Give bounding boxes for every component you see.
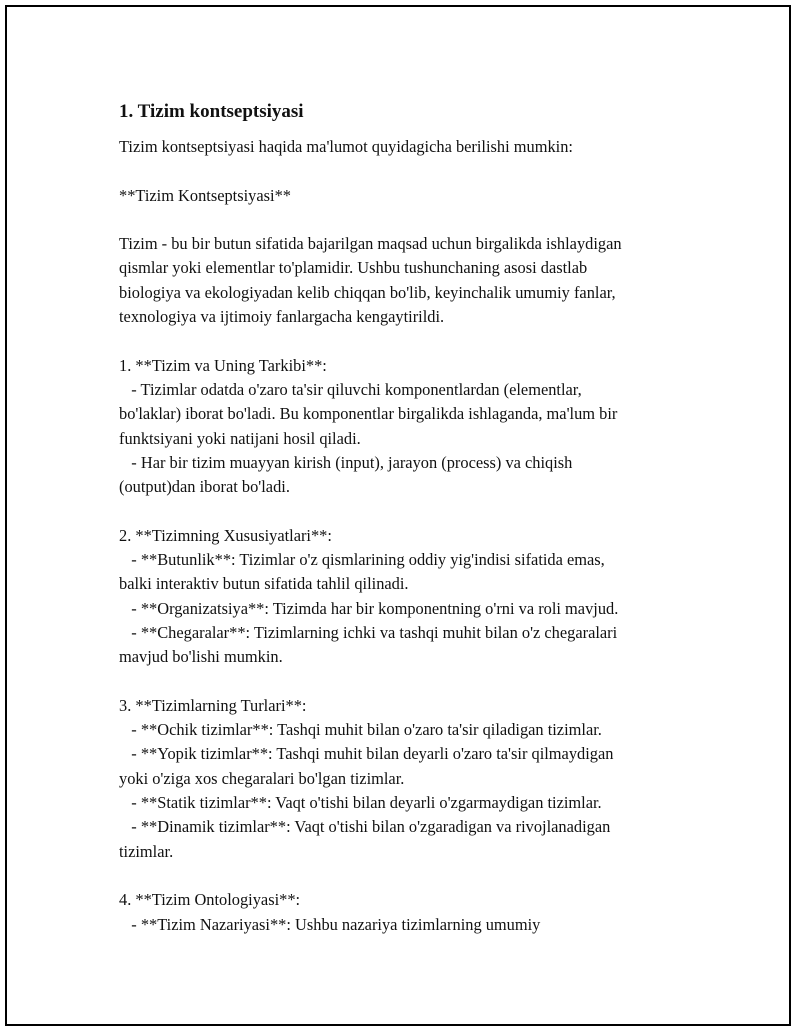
text-line: Tizim - bu bir butun sifatida bajarilgan maqsad uchun birgalikda ishlaydigan [119, 234, 622, 254]
text-line: - **Dinamik tizimlar**: Vaqt o'tishi bilan o'zgaradigan va rivojlanadigan [119, 817, 611, 837]
text-line: bo'laklar) iborat bo'ladi. Bu komponentlar birgalikda ishlaganda, ma'lum bir [119, 404, 618, 424]
blank-line [119, 329, 699, 353]
text-line: biologiya va ekologiyadan kelib chiqqan bo'lib, keyinchalik umumiy fanlar, [119, 282, 616, 302]
text-line: **Tizim Kontseptsiyasi** [119, 185, 291, 205]
text-line: - **Butunlik**: Tizimlar o'z qismlarining oddiy yig'indisi sifatida emas, [119, 550, 605, 570]
text-line: 3. **Tizimlarning Turlari**: [119, 695, 307, 715]
blank-line [119, 864, 699, 888]
text-line: mavjud bo'lishi mumkin. [119, 647, 283, 667]
document-content [119, 95, 699, 937]
blank-line [119, 159, 699, 183]
text-line: - **Tizim Nazariyasi**: Ushbu nazariya tizimlarning umumiy [119, 914, 541, 934]
page-title: 1. Tizim kontseptsiyasi [119, 101, 304, 122]
text-line: 1. **Tizim va Uning Tarkibi**: [119, 355, 327, 375]
text-line: tizimlar. [119, 841, 174, 861]
blank-line [119, 499, 699, 523]
text-line: texnologiya va ijtimoiy fanlargacha kengaytirildi. [119, 307, 445, 327]
document-body [119, 135, 699, 937]
text-line: Tizim kontseptsiyasi haqida ma'lumot quyidagicha berilishi mumkin: [119, 137, 573, 156]
text-line: - Tizimlar odatda o'zaro ta'sir qiluvchi komponentlardan (elementlar, [119, 379, 582, 399]
text-line: - **Yopik tizimlar**: Tashqi muhit bilan deyarli o'zaro ta'sir qilmaydigan [119, 744, 614, 764]
text-line: 2. **Tizimning Xususiyatlari**: [119, 525, 332, 545]
blank-line [119, 670, 699, 694]
text-line: - **Chegaralar**: Tizimlarning ichki va tashqi muhit bilan o'z chegaralari [119, 622, 618, 642]
text-line: yoki o'ziga xos chegaralari bo'lgan tizimlar. [119, 768, 405, 788]
text-line: 4. **Tizim Ontologiyasi**: [119, 890, 301, 910]
text-line: - **Ochik tizimlar**: Tashqi muhit bilan o'zaro ta'sir qiladigan tizimlar. [119, 720, 602, 740]
text-line: funktsiyani yoki natijani hosil qiladi. [119, 428, 361, 448]
text-line: qismlar yoki elementlar to'plamidir. Ushbu tushunchaning asosi dastlab [119, 258, 588, 278]
text-line: - Har bir tizim muayyan kirish (input), jarayon (process) va chiqish [119, 452, 573, 472]
document-page [5, 5, 791, 1026]
text-line: balki interaktiv butun sifatida tahlil qilinadi. [119, 574, 409, 594]
text-line: - **Organizatsiya**: Tizimda har bir komponentning o'rni va roli mavjud. [119, 598, 619, 618]
text-line: - **Statik tizimlar**: Vaqt o'tishi bilan deyarli o'zgarmaydigan tizimlar. [119, 793, 602, 813]
blank-line [119, 208, 699, 232]
text-line: (output)dan iborat bo'ladi. [119, 477, 290, 497]
